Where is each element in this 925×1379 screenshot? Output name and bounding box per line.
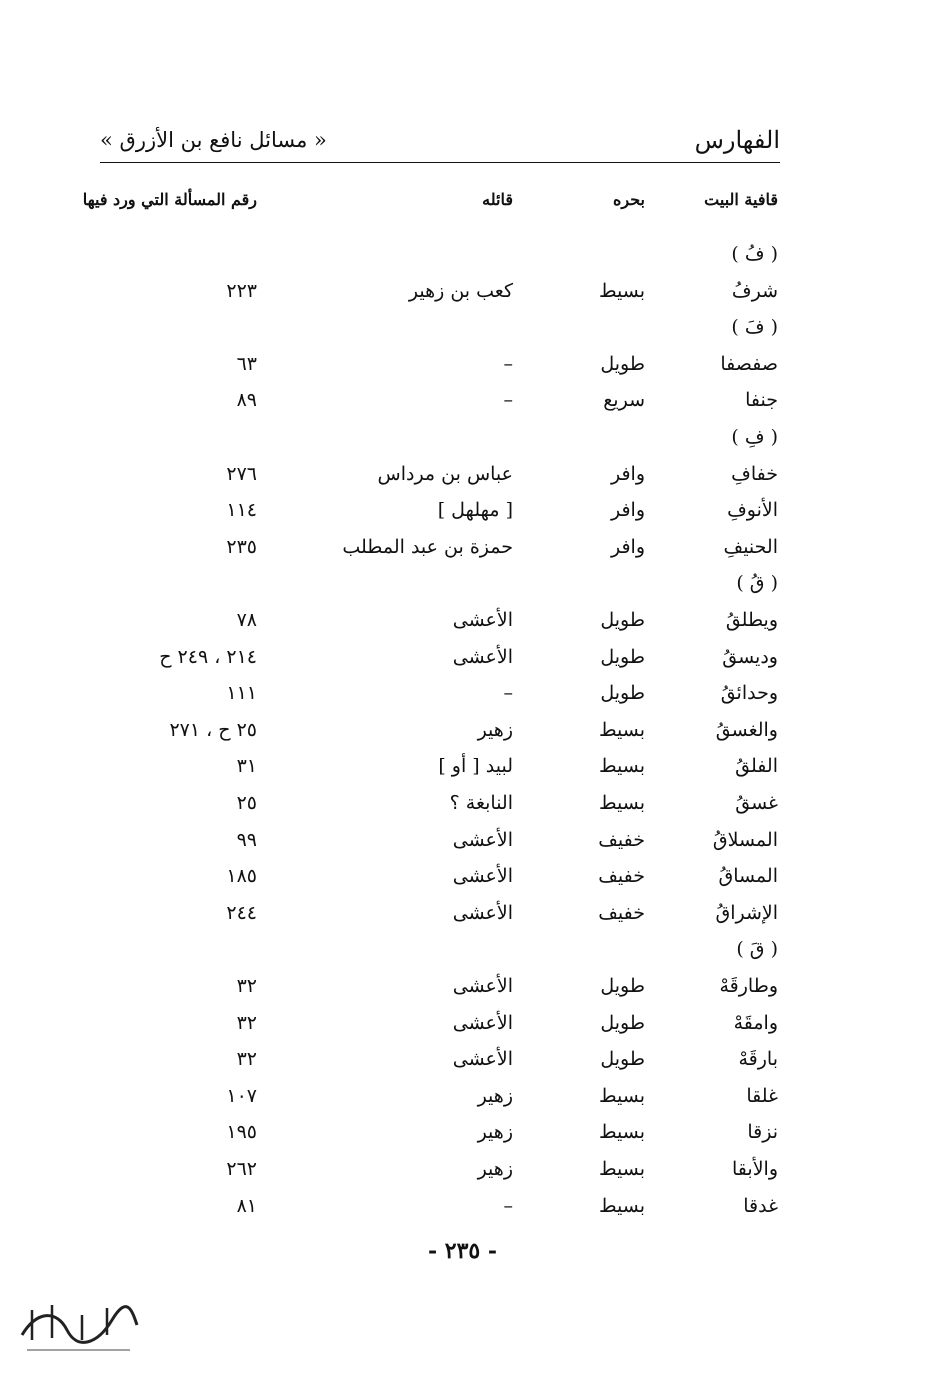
issue-cell: ٧٨ bbox=[236, 609, 257, 631]
rhyme-cell: الفلقُ bbox=[735, 755, 778, 777]
page-number: - ٢٣٥ - bbox=[427, 1238, 498, 1264]
poet-cell: كعب بن زهير bbox=[408, 280, 513, 302]
poet-cell: النابغة ؟ bbox=[449, 792, 513, 814]
meter-cell: طويل bbox=[600, 609, 645, 631]
table-row bbox=[0, 1121, 925, 1157]
table-row bbox=[0, 389, 925, 425]
meter-cell: وافر bbox=[610, 536, 645, 558]
rhyme-cell: وطارقَهْ bbox=[719, 975, 778, 997]
issue-cell: ٢٢٣ bbox=[226, 280, 257, 302]
column-header-poet: قائله bbox=[482, 190, 513, 209]
rhyme-cell: الحنيفِ bbox=[723, 536, 778, 558]
table-row bbox=[0, 463, 925, 499]
rhyme-cell: جنفا bbox=[745, 389, 778, 411]
poet-cell: الأعشى bbox=[452, 902, 513, 924]
table-row bbox=[0, 243, 925, 279]
meter-cell: طويل bbox=[600, 353, 645, 375]
poet-cell: زهير bbox=[477, 1085, 513, 1107]
table-row bbox=[0, 1048, 925, 1084]
poet-cell: زهير bbox=[477, 1121, 513, 1143]
meter-cell: خفيف bbox=[598, 829, 645, 851]
poet-cell: حمزة بن عبد المطلب bbox=[342, 536, 513, 558]
issue-cell: ٣٢ bbox=[236, 975, 257, 997]
meter-cell: طويل bbox=[600, 682, 645, 704]
meter-cell: بسيط bbox=[598, 755, 645, 777]
table-row bbox=[0, 609, 925, 645]
issue-cell: ٩٩ bbox=[236, 829, 257, 851]
rhyme-cell: غلقا bbox=[746, 1085, 778, 1107]
table-row bbox=[0, 426, 925, 462]
running-head bbox=[100, 126, 780, 162]
column-header-rhyme: قافية البيت bbox=[704, 190, 778, 209]
meter-cell: بسيط bbox=[598, 1085, 645, 1107]
poet-cell: الأعشى bbox=[452, 975, 513, 997]
issue-cell: ٣١ bbox=[236, 755, 257, 777]
table-row bbox=[0, 353, 925, 389]
rhyme-cell: ( فُ ) bbox=[731, 243, 778, 265]
issue-cell: ١١٤ bbox=[226, 499, 257, 521]
issue-cell: ٢٦٢ bbox=[226, 1158, 257, 1180]
meter-cell: بسيط bbox=[598, 719, 645, 741]
rhyme-cell: المساقُ bbox=[718, 865, 778, 887]
issue-cell: ٢١٤ ، ٢٤٩ ح bbox=[159, 646, 257, 668]
rhyme-cell: غسقُ bbox=[735, 792, 778, 814]
table-row bbox=[0, 316, 925, 352]
table-row bbox=[0, 1085, 925, 1121]
poet-cell: الأعشى bbox=[452, 609, 513, 631]
poet-cell: زهير bbox=[477, 1158, 513, 1180]
rhyme-cell: ويطلقُ bbox=[725, 609, 778, 631]
issue-cell: ٢٥ ح ، ٢٧١ bbox=[169, 719, 257, 741]
table-row bbox=[0, 792, 925, 828]
poet-cell: – bbox=[503, 682, 513, 704]
issue-cell: ٢٣٥ bbox=[226, 536, 257, 558]
table-row bbox=[0, 755, 925, 791]
poet-cell: الأعشى bbox=[452, 865, 513, 887]
rhyme-cell: ( قَ ) bbox=[736, 938, 778, 960]
table-row bbox=[0, 1158, 925, 1194]
table-row bbox=[0, 499, 925, 535]
meter-cell: سريع bbox=[603, 389, 645, 411]
rhyme-cell: ( فِ ) bbox=[731, 426, 778, 448]
issue-cell: ١١١ bbox=[226, 682, 257, 704]
meter-cell: بسيط bbox=[598, 1121, 645, 1143]
poet-cell: الأعشى bbox=[452, 1048, 513, 1070]
meter-cell: طويل bbox=[600, 1048, 645, 1070]
table-row bbox=[0, 536, 925, 572]
header-rule bbox=[100, 162, 780, 163]
poet-cell: عباس بن مرداس bbox=[377, 463, 513, 485]
meter-cell: طويل bbox=[600, 646, 645, 668]
meter-cell: بسيط bbox=[598, 1158, 645, 1180]
table-row bbox=[0, 1195, 925, 1231]
rhyme-cell: شرفُ bbox=[731, 280, 778, 302]
poet-cell: – bbox=[503, 1195, 513, 1217]
book-title: « مسائل نافع بن الأزرق » bbox=[100, 128, 327, 152]
rhyme-cell: ( قُ ) bbox=[736, 572, 778, 594]
issue-cell: ٢٥ bbox=[236, 792, 257, 814]
rhyme-cell: المسلاقُ bbox=[712, 829, 778, 851]
table-row bbox=[0, 829, 925, 865]
issue-cell: ٨١ bbox=[236, 1195, 257, 1217]
meter-cell: خفيف bbox=[598, 865, 645, 887]
rhyme-cell: بارقَهْ bbox=[738, 1048, 778, 1070]
poet-cell: الأعشى bbox=[452, 1012, 513, 1034]
meter-cell: بسيط bbox=[598, 280, 645, 302]
rhyme-cell: صفصفا bbox=[720, 353, 778, 375]
rhyme-cell: الأنوفِ bbox=[727, 499, 778, 521]
rhyme-cell: والأبقا bbox=[732, 1158, 778, 1180]
issue-cell: ١٨٥ bbox=[226, 865, 257, 887]
meter-cell: خفيف bbox=[598, 902, 645, 924]
poet-cell: – bbox=[503, 353, 513, 375]
table-row bbox=[0, 719, 925, 755]
rhyme-cell: وديسقُ bbox=[722, 646, 778, 668]
poet-cell: الأعشى bbox=[452, 646, 513, 668]
rhyme-cell: وامقَهْ bbox=[733, 1012, 778, 1034]
table-row bbox=[0, 682, 925, 718]
poet-cell: لبيد [ أو ] bbox=[438, 755, 513, 777]
rhyme-cell: غدقا bbox=[743, 1195, 778, 1217]
issue-cell: ٣٢ bbox=[236, 1012, 257, 1034]
meter-cell: وافر bbox=[610, 499, 645, 521]
issue-cell: ٢٧٦ bbox=[226, 463, 257, 485]
meter-cell: بسيط bbox=[598, 1195, 645, 1217]
poet-cell: زهير bbox=[477, 719, 513, 741]
library-stamp-logo bbox=[12, 1290, 142, 1360]
poet-cell: – bbox=[503, 389, 513, 411]
table-row bbox=[0, 1012, 925, 1048]
rhyme-cell: ( فَ ) bbox=[731, 316, 778, 338]
table-row bbox=[0, 938, 925, 974]
column-header-issue: رقم المسألة التي ورد فيها bbox=[82, 190, 257, 209]
table-row bbox=[0, 902, 925, 938]
column-header-meter: بحره bbox=[613, 190, 645, 209]
rhyme-cell: نزقا bbox=[747, 1121, 778, 1143]
issue-cell: ٨٩ bbox=[236, 389, 257, 411]
poet-cell: الأعشى bbox=[452, 829, 513, 851]
rhyme-cell: وحدائقُ bbox=[720, 682, 778, 704]
table-row bbox=[0, 646, 925, 682]
issue-cell: ١٠٧ bbox=[226, 1085, 257, 1107]
rhyme-cell: الإشراقُ bbox=[715, 902, 778, 924]
issue-cell: ٦٣ bbox=[236, 353, 257, 375]
issue-cell: ١٩٥ bbox=[226, 1121, 257, 1143]
table-row bbox=[0, 572, 925, 608]
rhyme-cell: خفافِ bbox=[731, 463, 778, 485]
poet-cell: [ مهلهل ] bbox=[437, 499, 513, 521]
table-row bbox=[0, 280, 925, 316]
table-row bbox=[0, 865, 925, 901]
issue-cell: ٢٤٤ bbox=[226, 902, 257, 924]
section-title: الفهارس bbox=[694, 126, 780, 154]
rhyme-cell: والغسقُ bbox=[715, 719, 778, 741]
meter-cell: طويل bbox=[600, 1012, 645, 1034]
meter-cell: بسيط bbox=[598, 792, 645, 814]
meter-cell: طويل bbox=[600, 975, 645, 997]
meter-cell: وافر bbox=[610, 463, 645, 485]
table-row bbox=[0, 975, 925, 1011]
issue-cell: ٣٢ bbox=[236, 1048, 257, 1070]
